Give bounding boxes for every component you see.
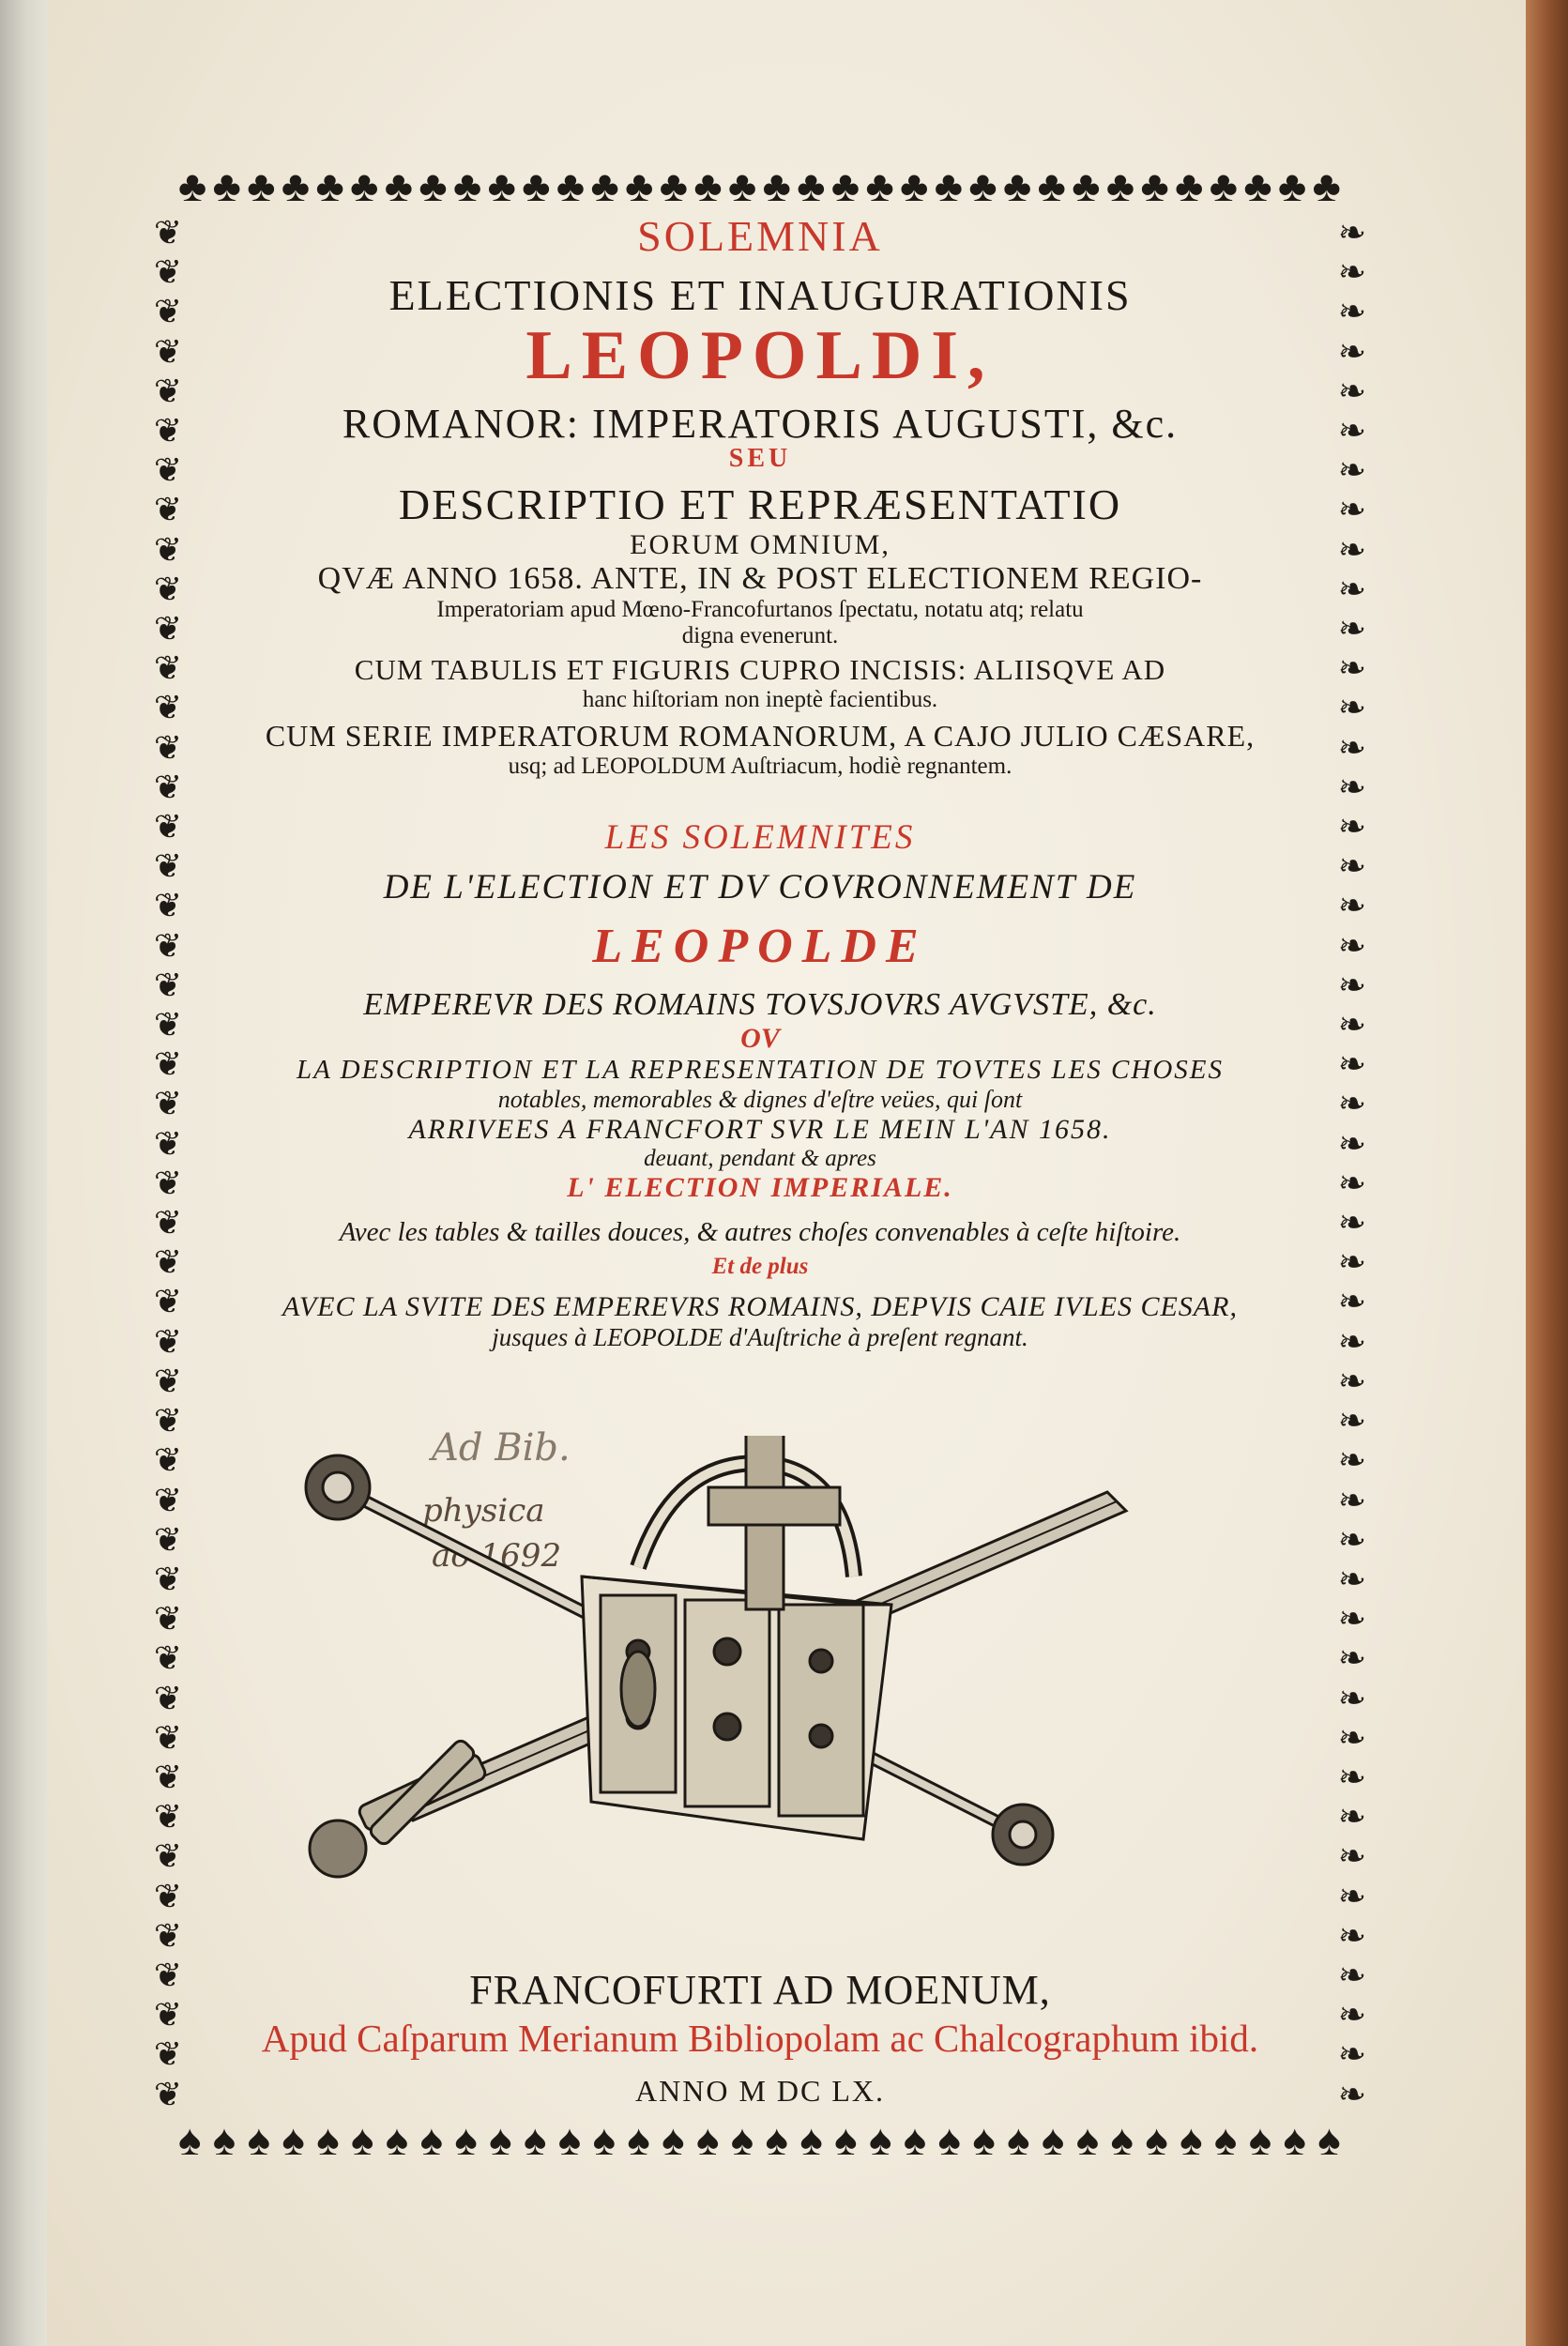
french-title-line-2: DE L'ELECTION ET DV COVRONNEMENT DE [383,868,1137,906]
border-ornament-top: ♣ ♣ ♣ ♣ ♣ ♣ ♣ ♣ ♣ ♣ ♣ ♣ ♣ ♣ ♣ ♣ ♣ ♣ ♣ ♣ ♣ ♣ ♣ ♣ ♣ ♣ ♣ ♣ ♣ ♣ ♣ ♣ ♣ ♣ [178,162,1342,210]
latin-title-line-13: CUM SERIE IMPERATORUM ROMANORUM, A CAJO JULIO CÆSARE, [265,719,1256,753]
latin-title-line-10: digna evenerunt. [681,623,839,648]
french-title-ov: OV [740,1023,780,1054]
imprint-block [188,1966,1332,2109]
latin-title-line-12: hanc hiſtoriam non ineptè facientibus. [582,687,938,712]
french-title-election-imperiale: L' ELECTION IMPERIALE. [567,1172,953,1203]
french-title-line-13: AVEC LA SVITE DES EMPEREVRS ROMAINS, DEPVIS CAIE IVLES CESAR, [282,1291,1238,1322]
latin-title-line-6: DESCRIPTIO ET REPRÆSENTATIO [398,480,1122,528]
french-title-line-11: Avec les tables & tailles douces, & autres choſes convenables à ceſte hiſtoire. [339,1217,1181,1247]
crown-sword-scepter-engraving [282,1436,1220,1886]
handwriting-line-1: Ad Bib. [432,1426,571,1470]
french-title-line-14: jusques à LEOPOLDE d'Auſtriche à preſent regnant. [492,1323,1028,1351]
handwriting-line-2: physica [422,1492,545,1530]
imperial-crown-icon [582,1436,891,1839]
french-title-line-9: deuant, pendant & apres [644,1146,876,1171]
french-title-line-7: notables, memorables & dignes d'eſtre veües, qui ſont [497,1086,1023,1113]
latin-title-line-8: QVÆ ANNO 1658. ANTE, IN & POST ELECTIONEM REGIO- [317,561,1203,596]
french-title-leopolde: LEOPOLDE [592,920,928,973]
imprint-place: FRANCOFURTI AD MOENUM, [469,1967,1051,2013]
french-title-line-6: LA DESCRIPTION ET LA REPRESENTATION DE TOVTES LES CHOSES [297,1055,1224,1085]
latin-title-solemnia: SOLEMNIA [637,212,883,260]
latin-title-seu: SEU [728,444,792,473]
french-title-les-solemnites: LES SOLEMNITES [604,818,916,857]
latin-title-line-2: ELECTIONIS ET INAUGURATIONIS [388,271,1132,319]
border-ornament-right: ❧ ❧ ❧ ❧ ❧ ❧ ❧ ❧ ❧ ❧ ❧ ❧ ❧ ❧ ❧ ❧ ❧ ❧ ❧ ❧ ❧ ❧ ❧ ❧ ❧ ❧ ❧ ❧ ❧ ❧ ❧ ❧ ❧ ❧ ❧ ❧ ❧ ❧ ❧ ❧ ❧ ❧ ❧ ❧ ❧ ❧ ❧ ❧ [1337,216,1367,2111]
handwriting-line-3: ao 1692 [432,1537,562,1575]
latin-title-line-11: CUM TABULIS ET FIGURIS CUPRO INCISIS: ALIISQVE AD [354,653,1166,686]
book-cover-edge [1526,0,1568,2346]
french-title-line-4: EMPEREVR DES ROMAINS TOVSJOVRS AVGVSTE, &c. [363,987,1157,1022]
imprint-publisher: Apud Caſparum Merianum Bibliopolam ac Chalcographum ibid. [261,2017,1259,2060]
title-text-block [188,211,1332,1352]
border-ornament-left: ❦ ❦ ❦ ❦ ❦ ❦ ❦ ❦ ❦ ❦ ❦ ❦ ❦ ❦ ❦ ❦ ❦ ❦ ❦ ❦ ❦ ❦ ❦ ❦ ❦ ❦ ❦ ❦ ❦ ❦ ❦ ❦ ❦ ❦ ❦ ❦ ❦ ❦ ❦ ❦ ❦ ❦ ❦ ❦ ❦ ❦ ❦ ❦ [153,216,183,2111]
latin-title-line-7: EORUM OMNIUM, [630,529,891,560]
french-title-line-8: ARRIVEES A FRANCFORT SVR LE MEIN L'AN 1658. [408,1114,1112,1145]
latin-title-line-4: ROMANOR: IMPERATORIS AUGUSTI, &c. [342,401,1179,447]
latin-title-leopoldi: LEOPOLDI, [525,317,995,394]
latin-title-line-9: Imperatoriam apud Mœno-Francofurtanos ſpectatu, notatu atq; relatu [436,597,1084,622]
french-title-et-de-plus: Et de plus [711,1254,809,1279]
border-ornament-bottom: ♠ ♠ ♠ ♠ ♠ ♠ ♠ ♠ ♠ ♠ ♠ ♠ ♠ ♠ ♠ ♠ ♠ ♠ ♠ ♠ ♠ ♠ ♠ ♠ ♠ ♠ ♠ ♠ ♠ ♠ ♠ ♠ ♠ ♠ [178,2116,1342,2164]
latin-title-line-14: usq; ad LEOPOLDUM Auſtriacum, hodiè regnantem. [508,754,1012,779]
imprint-year: ANNO M DC LX. [635,2074,885,2108]
